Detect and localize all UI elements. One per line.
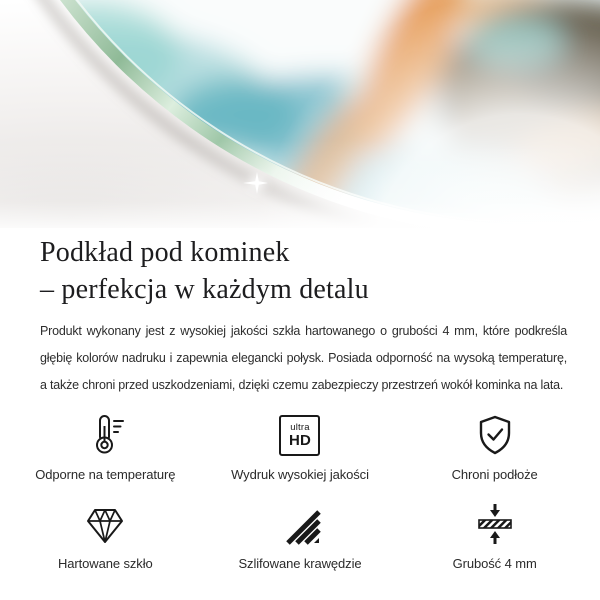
feature-label: Odporne na temperaturę [35,467,176,482]
feature-label: Wydruk wysokiej jakości [231,467,369,482]
feature-label: Hartowane szkło [58,556,153,571]
glass-pad-product-image [0,0,600,228]
feature-temperature [8,411,203,482]
feature-tempered-glass [8,500,203,571]
fade-bottom [0,0,600,228]
feature-label: Grubość 4 mm [452,556,537,571]
feature-thickness [397,500,592,571]
shield-check-icon [473,411,517,459]
product-description-text: Produkt wykonany jest z wysokiej jakości szkła hartowanego o grubości 4 mm, które podkreśla głębię kolorów nadruku i zapewnia elegancki połysk. Posiada odporność na wysoką temperaturę, a także chroni przed uszkodzeniami, dzięki czemu zabezpieczy przestrzeń wokół kominka na lata. [40,324,567,392]
page-title-line2: – perfekcja w każdym detalu [40,274,369,305]
page-title-line1: Podkład pod kominek [40,237,290,268]
polished-edges-icon [278,500,322,548]
feature-label: Szlifowane krawędzie [238,556,362,571]
product-image-hero [0,0,600,228]
feature-protects-floor [397,411,592,482]
ultra-hd-icon [279,411,320,459]
ultra-hd-bottom-text: HD [288,431,312,449]
page-title [40,230,567,308]
thickness-icon [473,500,517,548]
thermometer-icon [83,411,127,459]
feature-polished-edges [203,500,398,571]
product-description-section [0,228,600,399]
diamond-icon [83,500,127,548]
features-grid [0,411,600,571]
ultra-hd-top-text: ultra [290,421,310,433]
feature-label: Chroni podłoże [451,467,538,482]
feature-print-quality [203,411,398,482]
